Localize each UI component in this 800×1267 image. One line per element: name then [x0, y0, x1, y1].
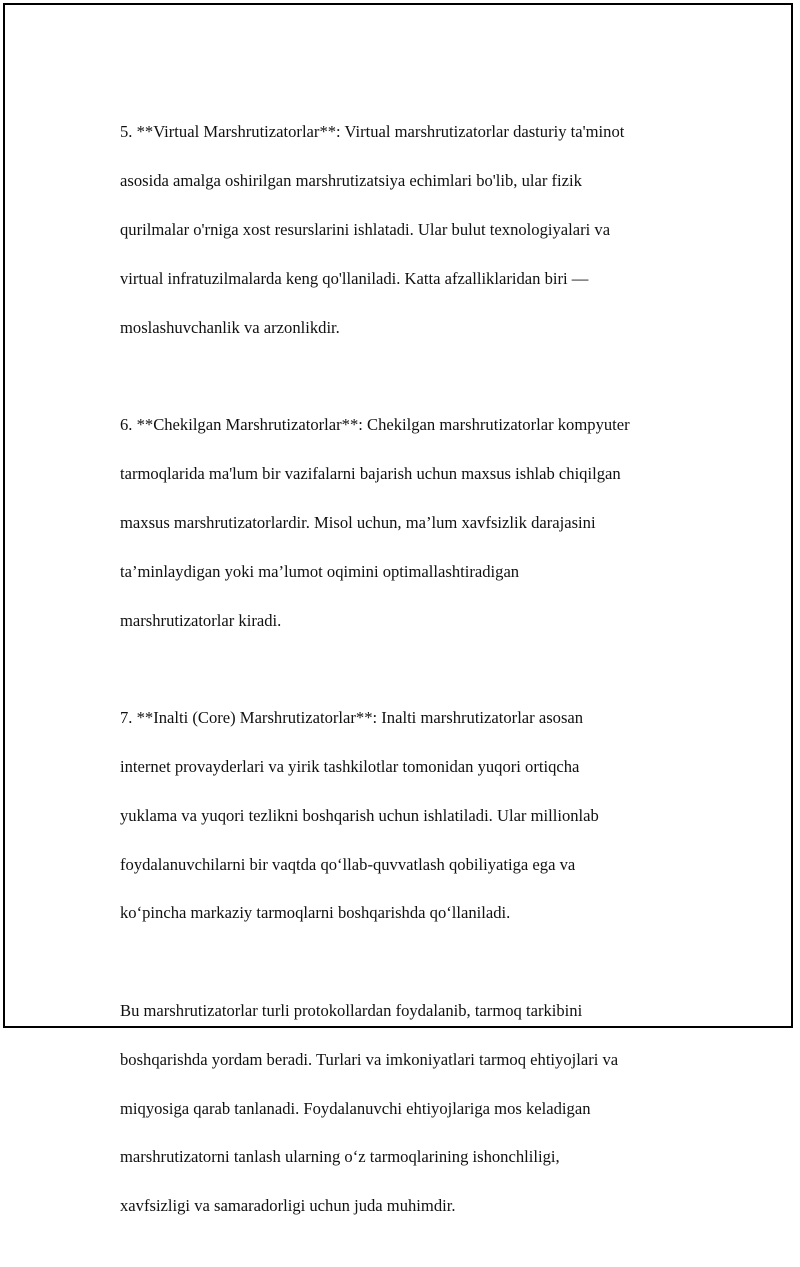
text-line: 5. **Virtual Marshrutizatorlar**: Virtual marshrutizatorlar dasturiy ta'minot [120, 122, 625, 142]
text-line: maxsus marshrutizatorlardir. Misol uchun, ma’lum xavfsizlik darajasini [120, 512, 596, 532]
text-line: qurilmalar o'rniga xost resurslarini ishlatadi. Ular bulut texnologiyalari va [120, 220, 611, 240]
text-line: xavfsizligi va samaradorligi uchun juda muhimdir. [120, 1196, 456, 1216]
text-line: 6. **Chekilgan Marshrutizatorlar**: Chekilgan marshrutizatorlar kompyuter [120, 415, 630, 435]
text-line: marshrutizatorni tanlash ularning o‘z tarmoqlarining ishonchliligi, [120, 1147, 560, 1167]
paragraph-core-routers [120, 682, 695, 950]
document-page [3, 3, 793, 1216]
text-line: foydalanuvchilarni bir vaqtda qo‘llab-quvvatlash qobiliyatiga ega va [120, 854, 576, 874]
text-line: virtual infratuzilmalarda keng qo'llaniladi. Katta afzalliklaridan biri — [120, 268, 589, 288]
text-line: tarmoqlarida ma'lum bir vazifalarni bajarish uchun maxsus ishlab chiqilgan [120, 464, 621, 484]
text-line: marshrutizatorlar kiradi. [120, 610, 282, 630]
text-line: Bu marshrutizatorlar turli protokollardan foydalanib, tarmoq tarkibini [120, 1000, 583, 1020]
text-line: ta’minlaydigan yoki ma’lumot oqimini optimallashtiradigan [120, 561, 520, 581]
document-body [120, 96, 695, 1267]
text-line: yuklama va yuqori tezlikni boshqarish uchun ishlatiladi. Ular millionlab [120, 805, 599, 825]
paragraph-virtual-routers [120, 96, 695, 364]
text-line: boshqarishda yordam beradi. Turlari va imkoniyatlari tarmoq ehtiyojlari va [120, 1049, 619, 1069]
paragraph-dedicated-routers [120, 389, 695, 657]
paragraph-conclusion [120, 975, 695, 1243]
text-line: asosida amalga oshirilgan marshrutizatsiya echimlari bo'lib, ular fizik [120, 171, 582, 191]
text-line: 7. **Inalti (Core) Marshrutizatorlar**: Inalti marshrutizatorlar asosan [120, 708, 584, 728]
text-line: miqyosiga qarab tanlanadi. Foydalanuvchi ehtiyojlariga mos keladigan [120, 1098, 591, 1118]
text-line: internet provayderlari va yirik tashkilotlar tomonidan yuqori ortiqcha [120, 756, 580, 776]
text-line: ko‘pincha markaziy tarmoqlarni boshqarishda qo‘llaniladi. [120, 903, 511, 923]
text-line: moslashuvchanlik va arzonlikdir. [120, 317, 340, 337]
